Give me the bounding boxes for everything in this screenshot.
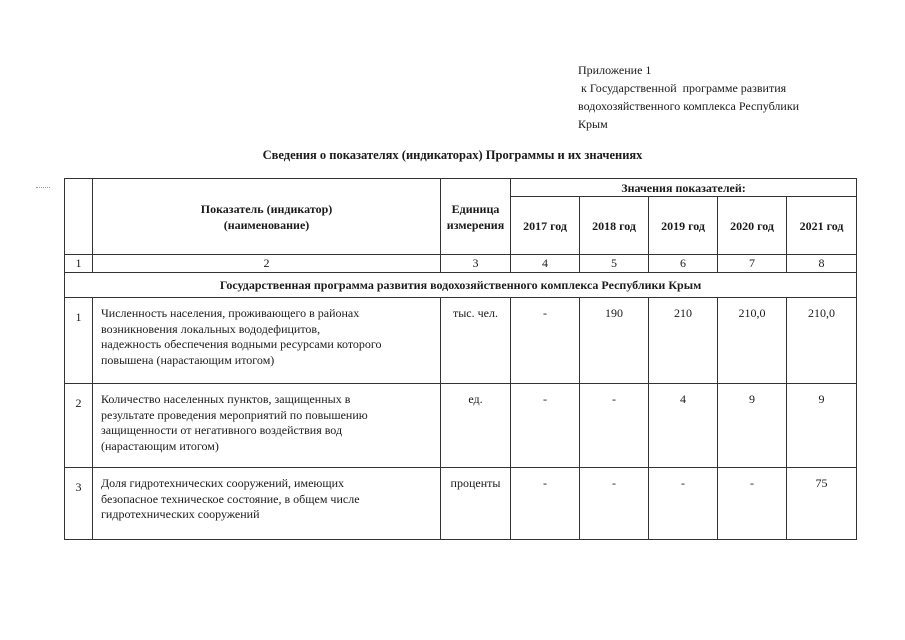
- row-value: 9: [787, 384, 857, 468]
- appendix-line: водохозяйственного комплекса Республики: [578, 99, 800, 113]
- name-line: (нарастающим итогом): [101, 438, 219, 453]
- name-line: Доля гидротехнических сооружений, имеющих: [101, 476, 345, 490]
- table-row: [65, 384, 857, 468]
- scan-mark: [36, 187, 50, 188]
- name-line: защищенности от негативного воздействия вод: [101, 423, 343, 437]
- row-value: -: [511, 298, 580, 384]
- row-value: 210,0: [787, 298, 857, 384]
- indicators-table: [64, 178, 857, 540]
- row-index: 1: [65, 298, 93, 384]
- table-row: [65, 468, 857, 540]
- header-year: 2020 год: [718, 197, 787, 255]
- row-index: 2: [65, 384, 93, 468]
- row-indicator-name: [93, 384, 441, 468]
- row-value: 210,0: [718, 298, 787, 384]
- column-number: 1: [65, 255, 93, 273]
- row-value: -: [649, 468, 718, 540]
- appendix-line: Крым: [578, 117, 608, 131]
- section-row: [65, 273, 857, 298]
- name-line: гидротехнических сооружений: [101, 507, 260, 521]
- row-value: 190: [580, 298, 649, 384]
- row-index: 3: [65, 468, 93, 540]
- section-title: Государственная программа развития водохозяйственного комплекса Республики Крым: [65, 273, 857, 298]
- name-line: возникновения локальных вододефицитов,: [101, 321, 321, 336]
- name-line: безопасное техническое состояние, в общем числе: [101, 491, 360, 506]
- column-number: 3: [441, 255, 511, 273]
- header-indicator-line: (наименование): [223, 217, 310, 232]
- column-number: 7: [718, 255, 787, 273]
- header-unit: [441, 179, 511, 255]
- appendix-line: к Государственной программе развития: [578, 81, 787, 95]
- document-title: Сведения о показателях (индикаторах) Программы и их значениях: [262, 148, 643, 162]
- row-unit: тыс. чел.: [441, 298, 511, 384]
- column-number: 5: [580, 255, 649, 273]
- row-value: -: [511, 384, 580, 468]
- table-row: [65, 298, 857, 384]
- name-line: Количество населенных пунктов, защищенных в: [101, 392, 351, 406]
- header-year: 2018 год: [580, 197, 649, 255]
- header-unit-line: измерения: [446, 217, 505, 232]
- row-indicator-name: [93, 298, 441, 384]
- column-number: 8: [787, 255, 857, 273]
- header-values-group: Значения показателей:: [511, 179, 857, 197]
- column-number: 2: [93, 255, 441, 273]
- row-value: 4: [649, 384, 718, 468]
- row-unit: проценты: [441, 468, 511, 540]
- name-line: надежность обеспечения водными ресурсами которого: [101, 337, 382, 351]
- column-number: 6: [649, 255, 718, 273]
- column-number-row: [65, 255, 857, 273]
- row-value: 210: [649, 298, 718, 384]
- appendix-note: [578, 61, 799, 133]
- column-number: 4: [511, 255, 580, 273]
- name-line: повышена (нарастающим итогом): [101, 352, 275, 367]
- header-index: [65, 179, 93, 255]
- appendix-line: Приложение 1: [578, 63, 652, 77]
- name-line: Численность населения, проживающего в районах: [101, 306, 360, 320]
- row-value: -: [580, 468, 649, 540]
- row-value: -: [718, 468, 787, 540]
- row-value: -: [580, 384, 649, 468]
- row-value: 9: [718, 384, 787, 468]
- row-unit: ед.: [441, 384, 511, 468]
- name-line: результате проведения мероприятий по повышению: [101, 407, 368, 422]
- header-year: 2017 год: [511, 197, 580, 255]
- row-value: 75: [787, 468, 857, 540]
- header-indicator: [93, 179, 441, 255]
- row-indicator-name: [93, 468, 441, 540]
- row-value: -: [511, 468, 580, 540]
- header-unit-line: Единица: [451, 201, 500, 216]
- header-indicator-line: Показатель (индикатор): [200, 201, 333, 216]
- header-year: 2021 год: [787, 197, 857, 255]
- header-year: 2019 год: [649, 197, 718, 255]
